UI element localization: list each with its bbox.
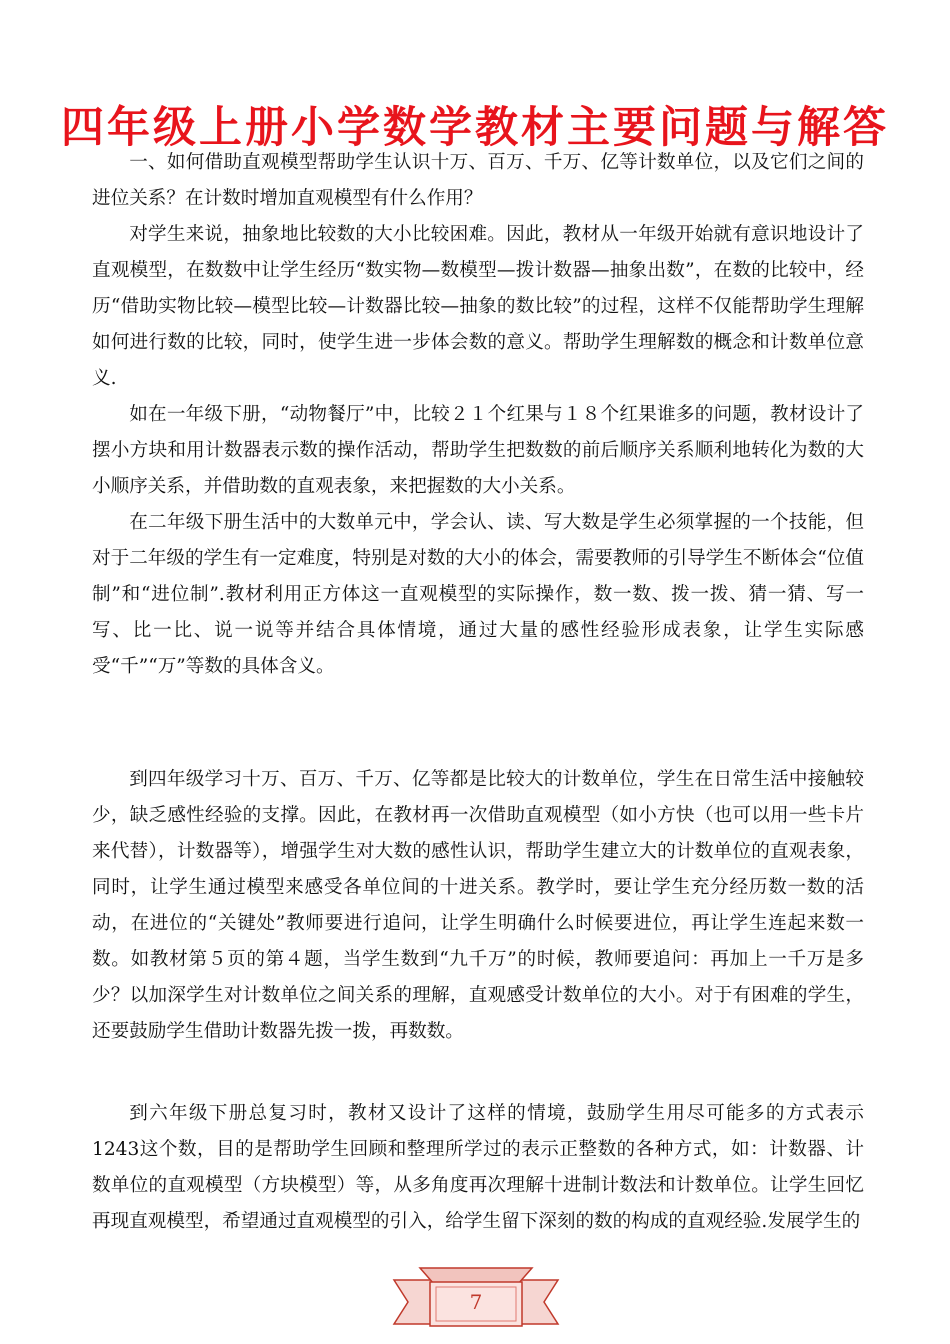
section-block-1: [92, 145, 864, 685]
page-number-badge: [390, 1262, 562, 1334]
paragraph-4: 到四年级学习十万、百万、千万、亿等都是比较大的计数单位，学生在日常生活中接触较少，缺乏感性经验的支撑。因此，在教材再一次借助直观模型（如小方快（也可以用一些卡片来代替），计数器等），增强学生对大数的感性认识，帮助学生建立大的计数单位的直观表象，同时，让学生通过模型来感受各单位间的十进关系。教学时，要让学生充分经历数一数的活动，在进位的“关键处”教师要进行追问，让学生明确什么时候要进位，再让学生连起来数一数。如教材第５页的第４题，当学生数到“九千万”的时候，教师要追问：再加上一千万是多少？以加深学生对计数单位之间关系的理解，直观感受计数单位的大小。对于有困难的学生，还要鼓励学生借助计数器先拨一拨，再数数。: [92, 769, 864, 1042]
section-block-2: [92, 762, 864, 1050]
section-block-3: [92, 1096, 864, 1240]
paragraph-2: 如在一年级下册，“动物餐厅”中，比较２１个红果与１８个红果谁多的问题，教材设计了摆小方块和用计数器表示数的操作活动，帮助学生把数数的前后顺序关系顺利地转化为数的大小顺序关系，并借助数的直观表象，来把握数的大小关系。: [92, 404, 864, 497]
paragraph-1: 对学生来说，抽象地比较数的大小比较困难。因此，教材从一年级开始就有意识地设计了直观模型，在数数中让学生经历“数实物—数模型—拨计数器—抽象出数”，在数的比较中，经历“借助实物比较—模型比较—计数器比较—抽象的数比较”的过程，这样不仅能帮助学生理解如何进行数的比较，同时，使学生进一步体会数的意义。帮助学生理解数的概念和计数单位意义.: [92, 224, 864, 389]
page-number: 7: [469, 1290, 483, 1314]
question-heading: 一、如何借助直观模型帮助学生认识十万、百万、千万、亿等计数单位，以及它们之间的进位关系？在计数时增加直观模型有什么作用？: [92, 152, 864, 209]
paragraph-3: 在二年级下册生活中的大数单元中，学会认、读、写大数是学生必须掌握的一个技能，但对于二年级的学生有一定难度，特别是对数的大小的体会，需要教师的引导学生不断体会“位值制”和“进位制”.教材利用正方体这一直观模型的实际操作，数一数、拨一拨、猜一猜、写一写、比一比、说一说等并结合具体情境，通过大量的感性经验形成表象，让学生实际感受“千”“万”等数的具体含义。: [92, 512, 864, 677]
document-title: 四年级上册小学数学教材主要问题与解答: [61, 103, 889, 153]
paragraph-5: 到六年级下册总复习时，教材又设计了这样的情境，鼓励学生用尽可能多的方式表示1243这个数，目的是帮助学生回顾和整理所学过的表示正整数的各种方式，如：计数器、计数单位的直观模型（方块模型）等，从多角度再次理解十进制计数法和计数单位。让学生回忆再现直观模型，希望通过直观模型的引入，给学生留下深刻的数的构成的直观经验.发展学生的: [92, 1103, 864, 1232]
